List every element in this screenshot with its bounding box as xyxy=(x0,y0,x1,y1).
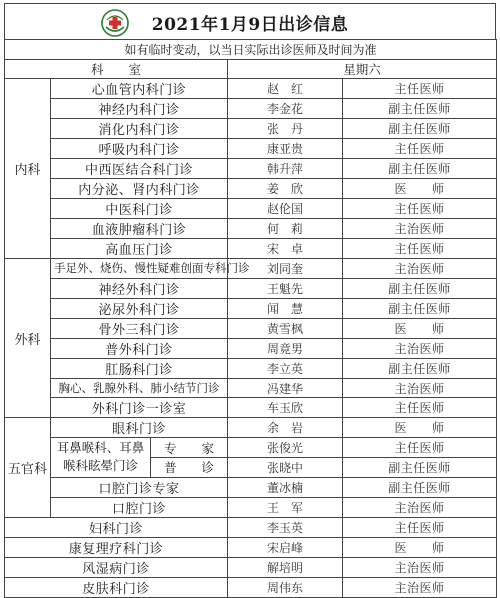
dept-cell: 康复理疗科门诊 xyxy=(5,537,228,557)
doctor-cell: 姜 欣 xyxy=(228,179,343,199)
table-row xyxy=(5,239,497,259)
table-row xyxy=(5,517,497,537)
title-cell: 副主任医师 xyxy=(343,298,497,318)
dept-cell: 血液肿瘤科门诊 xyxy=(51,219,228,239)
doctor-cell: 冯建华 xyxy=(228,378,343,398)
doctor-cell: 闻 慧 xyxy=(228,298,343,318)
dept-cell: 高血压门诊 xyxy=(51,239,228,259)
dept-cell: 皮肤科门诊 xyxy=(5,577,228,597)
table-row xyxy=(5,338,497,358)
table-row xyxy=(5,179,497,199)
doctor-cell: 王 军 xyxy=(228,497,343,517)
table-row xyxy=(5,219,497,239)
dept-cell: 妇科门诊 xyxy=(5,517,228,537)
title-cell: 主治医师 xyxy=(343,557,497,577)
doctor-cell: 宋 卓 xyxy=(228,239,343,259)
notice-text: 如有临时变动，以当日实际出诊医师及时间为准 xyxy=(5,40,497,60)
table-row xyxy=(5,119,497,139)
dept-cell: 骨外三科门诊 xyxy=(51,318,228,338)
title-cell: 医 师 xyxy=(343,179,497,199)
dept-cell: 神经外科门诊 xyxy=(51,278,228,298)
doctor-cell: 李立英 xyxy=(228,358,343,378)
dept-cell: 神经内科门诊 xyxy=(51,99,228,119)
doctor-cell: 张晓中 xyxy=(228,457,343,477)
doctor-cell: 何 莉 xyxy=(228,219,343,239)
doctor-cell: 李金花 xyxy=(228,99,343,119)
title-cell: 主治医师 xyxy=(343,497,497,517)
dept-cell: 呼吸内科门诊 xyxy=(51,139,228,159)
table-row xyxy=(5,418,497,438)
title-cell: 医 师 xyxy=(343,318,497,338)
title-cell: 副主任医师 xyxy=(343,358,497,378)
table-row xyxy=(5,278,497,298)
category-ent: 五官科 xyxy=(5,418,51,517)
doctor-cell: 韩升萍 xyxy=(228,159,343,179)
dept-cell: 普外科门诊 xyxy=(51,338,228,358)
table-row xyxy=(5,79,497,99)
table-row xyxy=(5,259,497,279)
category-surgery: 外科 xyxy=(5,259,51,418)
title-cell: 医 师 xyxy=(343,537,497,557)
title-cell: 主治医师 xyxy=(343,378,497,398)
table-row xyxy=(5,477,497,497)
dept-cell: 肛肠科门诊 xyxy=(51,358,228,378)
title-cell: 主任医师 xyxy=(343,438,497,458)
doctor-cell: 张 丹 xyxy=(228,119,343,139)
doctor-cell: 余 岩 xyxy=(228,418,343,438)
table-row xyxy=(5,139,497,159)
doctor-cell: 赵伦国 xyxy=(228,199,343,219)
doctor-cell: 周竟男 xyxy=(228,338,343,358)
page-title: 2021年1月9日出诊信息 xyxy=(151,15,349,35)
table-row xyxy=(5,318,497,338)
doctor-cell: 宋启峰 xyxy=(228,537,343,557)
sub-dept-expert: 专 家 xyxy=(151,438,228,458)
title-cell: 主治医师 xyxy=(343,338,497,358)
dept-cell: 中医科门诊 xyxy=(51,199,228,219)
schedule-table xyxy=(4,39,497,598)
table-row xyxy=(5,557,497,577)
doctor-cell: 张俊光 xyxy=(228,438,343,458)
table-row xyxy=(5,438,497,458)
title-cell: 副主任医师 xyxy=(343,278,497,298)
table-row xyxy=(5,378,497,398)
table-row xyxy=(5,398,497,418)
table-row xyxy=(5,159,497,179)
sub-dept-general: 普 诊 xyxy=(151,457,228,477)
dept-cell: 风湿病门诊 xyxy=(5,557,228,577)
title-cell: 副主任医师 xyxy=(343,159,497,179)
title-cell: 主治医师 xyxy=(343,219,497,239)
title-cell: 主任医师 xyxy=(343,139,497,159)
title-cell: 主任医师 xyxy=(343,517,497,537)
dept-cell: 心血管内科门诊 xyxy=(51,79,228,99)
doctor-cell: 周伟东 xyxy=(228,577,343,597)
title-cell: 医 师 xyxy=(343,418,497,438)
doctor-cell: 王魁先 xyxy=(228,278,343,298)
doctor-cell: 李玉英 xyxy=(228,517,343,537)
title-cell: 主治医师 xyxy=(343,577,497,597)
doctor-cell: 康亚贵 xyxy=(228,139,343,159)
dept-cell: 外科门诊一诊室 xyxy=(51,398,228,418)
dept-cell: 口腔门诊 xyxy=(51,497,228,517)
dept-cell: 眼科门诊 xyxy=(51,418,228,438)
doctor-cell: 董冰楠 xyxy=(228,477,343,497)
table-row xyxy=(5,497,497,517)
doctor-cell: 解培明 xyxy=(228,557,343,577)
dept-cell-ent: 耳鼻喉科、耳鼻喉科眩晕门诊 xyxy=(51,438,151,477)
title-cell: 副主任医师 xyxy=(343,477,497,497)
schedule-header xyxy=(4,3,496,39)
dept-cell: 消化内科门诊 xyxy=(51,119,228,139)
dept-cell: 中西医结合科门诊 xyxy=(51,159,228,179)
title-cell: 主任医师 xyxy=(343,79,497,99)
title-cell: 副主任医师 xyxy=(343,99,497,119)
doctor-cell: 刘同奎 xyxy=(228,259,343,279)
table-row xyxy=(5,358,497,378)
column-header-day: 星期六 xyxy=(228,59,497,79)
dept-cell: 手足外、烧伤、慢性疑难创面专科门诊 xyxy=(51,259,228,279)
dept-cell: 内分泌、肾内科门诊 xyxy=(51,179,228,199)
title-cell: 主任医师 xyxy=(343,239,497,259)
table-row xyxy=(5,577,497,597)
table-row xyxy=(5,537,497,557)
dept-cell: 口腔门诊专家 xyxy=(51,477,228,497)
doctor-cell: 赵 红 xyxy=(228,79,343,99)
category-internal: 内科 xyxy=(5,79,51,259)
doctor-cell: 车玉欣 xyxy=(228,398,343,418)
dept-cell: 泌尿外科门诊 xyxy=(51,298,228,318)
column-header-dept: 科 室 xyxy=(5,59,228,79)
dept-cell: 胸心、乳腺外科、肺小结节门诊 xyxy=(51,378,228,398)
title-cell: 副主任医师 xyxy=(343,457,497,477)
title-cell: 副主任医师 xyxy=(343,119,497,139)
title-cell: 主任医师 xyxy=(343,398,497,418)
title-cell: 主任医师 xyxy=(343,199,497,219)
table-row xyxy=(5,199,497,219)
title-cell: 主治医师 xyxy=(343,259,497,279)
doctor-cell: 黄雪枫 xyxy=(228,318,343,338)
table-row xyxy=(5,298,497,318)
table-row xyxy=(5,99,497,119)
